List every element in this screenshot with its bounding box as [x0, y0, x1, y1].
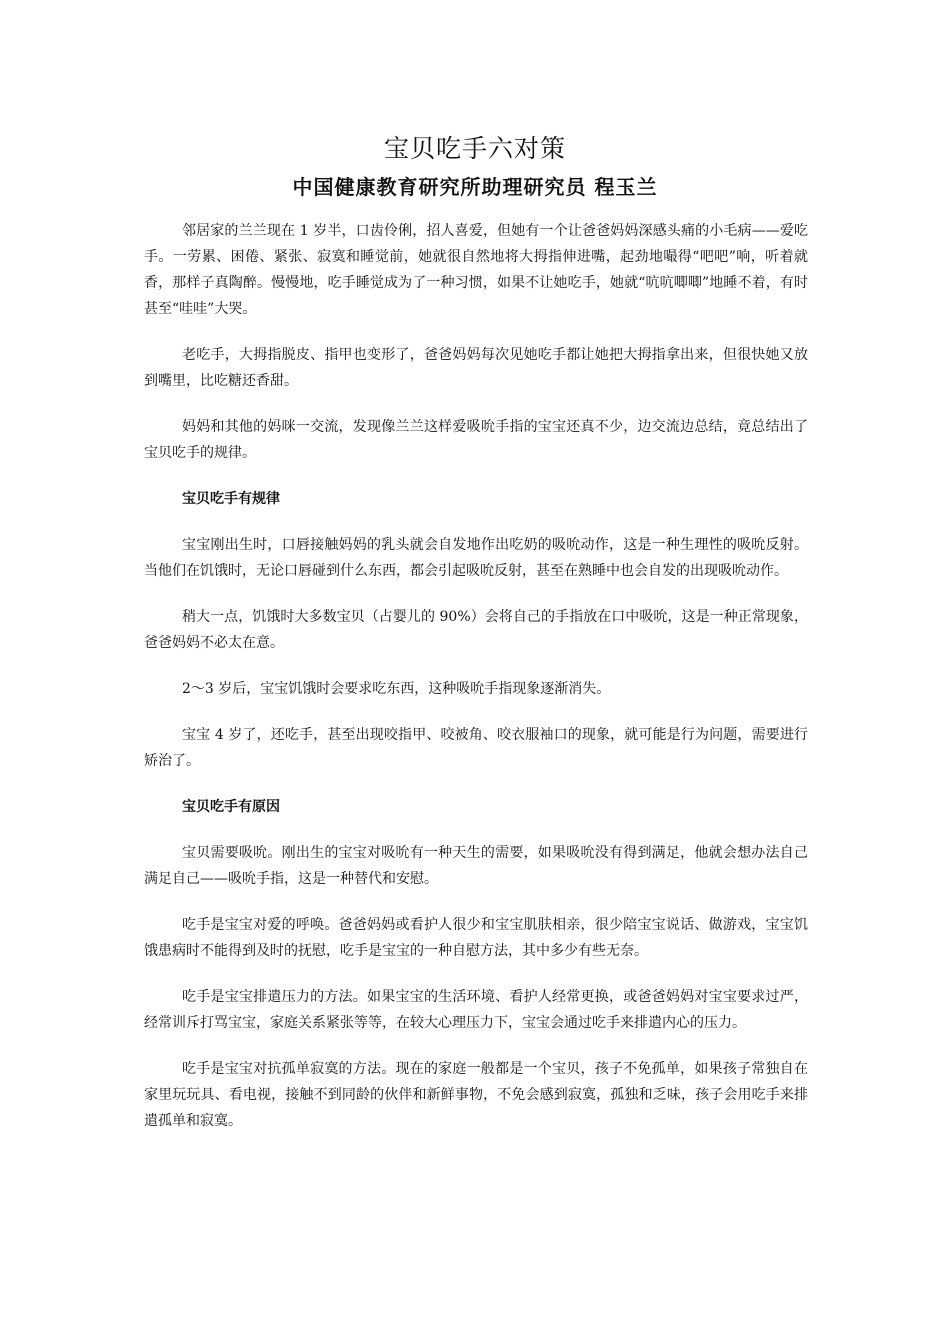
section-heading-pattern: 宝贝吃手有规律 — [182, 491, 280, 507]
document-title: 宝贝吃手六对策 — [383, 134, 566, 163]
paragraph-11: 吃手是宝宝对抗孤单寂寞的方法。现在的家庭一般都是一个宝贝，孩子不免孤单，如果孩子常独自在家里玩玩具、看电视，接触不到同龄的伙伴和新鲜事物，不免会感到寂寞，孤独和乏味，孩子会用吃手来排遣孤单和寂寞。 — [144, 1061, 808, 1129]
paragraph-1: 邻居家的兰兰现在 1 岁半，口齿伶俐，招人喜爱，但她有一个让爸爸妈妈深感头痛的小毛病——爱吃手。一劳累、困倦、紧张、寂寞和睡觉前，她就很自然地将大拇指伸进嘴，起劲地嘬得“吧吧”响，听着就香，那样子真陶醉。慢慢地，吃手睡觉成为了一种习惯，如果不让她吃手，她就“吭吭唧唧”地睡不着，有时甚至“哇哇”大哭。 — [144, 223, 808, 317]
paragraph-5: 稍大一点，饥饿时大多数宝贝（占婴儿的 90%）会将自己的手指放在口中吸吮，这是一种正常现象，爸爸妈妈不必太在意。 — [144, 609, 808, 651]
paragraph-6: 2～3 岁后，宝宝饥饿时会要求吃东西，这种吸吮手指现象逐渐消失。 — [182, 681, 611, 697]
paragraph-2: 老吃手，大拇指脱皮、指甲也变形了，爸爸妈妈每次见她吃手都让她把大拇指拿出来，但很快她又放到嘴里，比吃糖还香甜。 — [144, 347, 808, 389]
document-subtitle: 中国健康教育研究所助理研究员 程玉兰 — [292, 175, 658, 199]
paragraph-9: 吃手是宝宝对爱的呼唤。爸爸妈妈或看护人很少和宝宝肌肤相亲，很少陪宝宝说话、做游戏，宝宝饥饿患病时不能得到及时的抚慰，吃手是宝宝的一种自慰方法，其中多少有些无奈。 — [144, 917, 808, 959]
paragraph-4: 宝宝刚出生时，口唇接触妈妈的乳头就会自发地作出吃奶的吸吮动作，这是一种生理性的吸吮反射。当他们在饥饿时，无论口唇碰到什么东西，都会引起吸吮反射，甚至在熟睡中也会自发的出现吸吮动作。 — [144, 537, 808, 579]
paragraph-10: 吃手是宝宝排遣压力的方法。如果宝宝的生活环境、看护人经常更换，或爸爸妈妈对宝宝要求过严，经常训斥打骂宝宝，家庭关系紧张等等，在较大心理压力下，宝宝会通过吃手来排遣内心的压力。 — [144, 989, 808, 1031]
paragraph-3: 妈妈和其他的妈咪一交流，发现像兰兰这样爱吸吮手指的宝宝还真不少，边交流边总结，竟总结出了宝贝吃手的规律。 — [144, 419, 808, 461]
paragraph-7: 宝宝 4 岁了，还吃手，甚至出现咬指甲、咬被角、咬衣服袖口的现象，就可能是行为问题，需要进行矫治了。 — [144, 727, 808, 769]
article-body — [144, 218, 808, 1154]
section-heading-reasons: 宝贝吃手有原因 — [182, 799, 280, 815]
paragraph-8: 宝贝需要吸吮。刚出生的宝宝对吸吮有一种天生的需要，如果吸吮没有得到满足，他就会想办法自己满足自己——吸吮手指，这是一种替代和安慰。 — [144, 845, 808, 887]
